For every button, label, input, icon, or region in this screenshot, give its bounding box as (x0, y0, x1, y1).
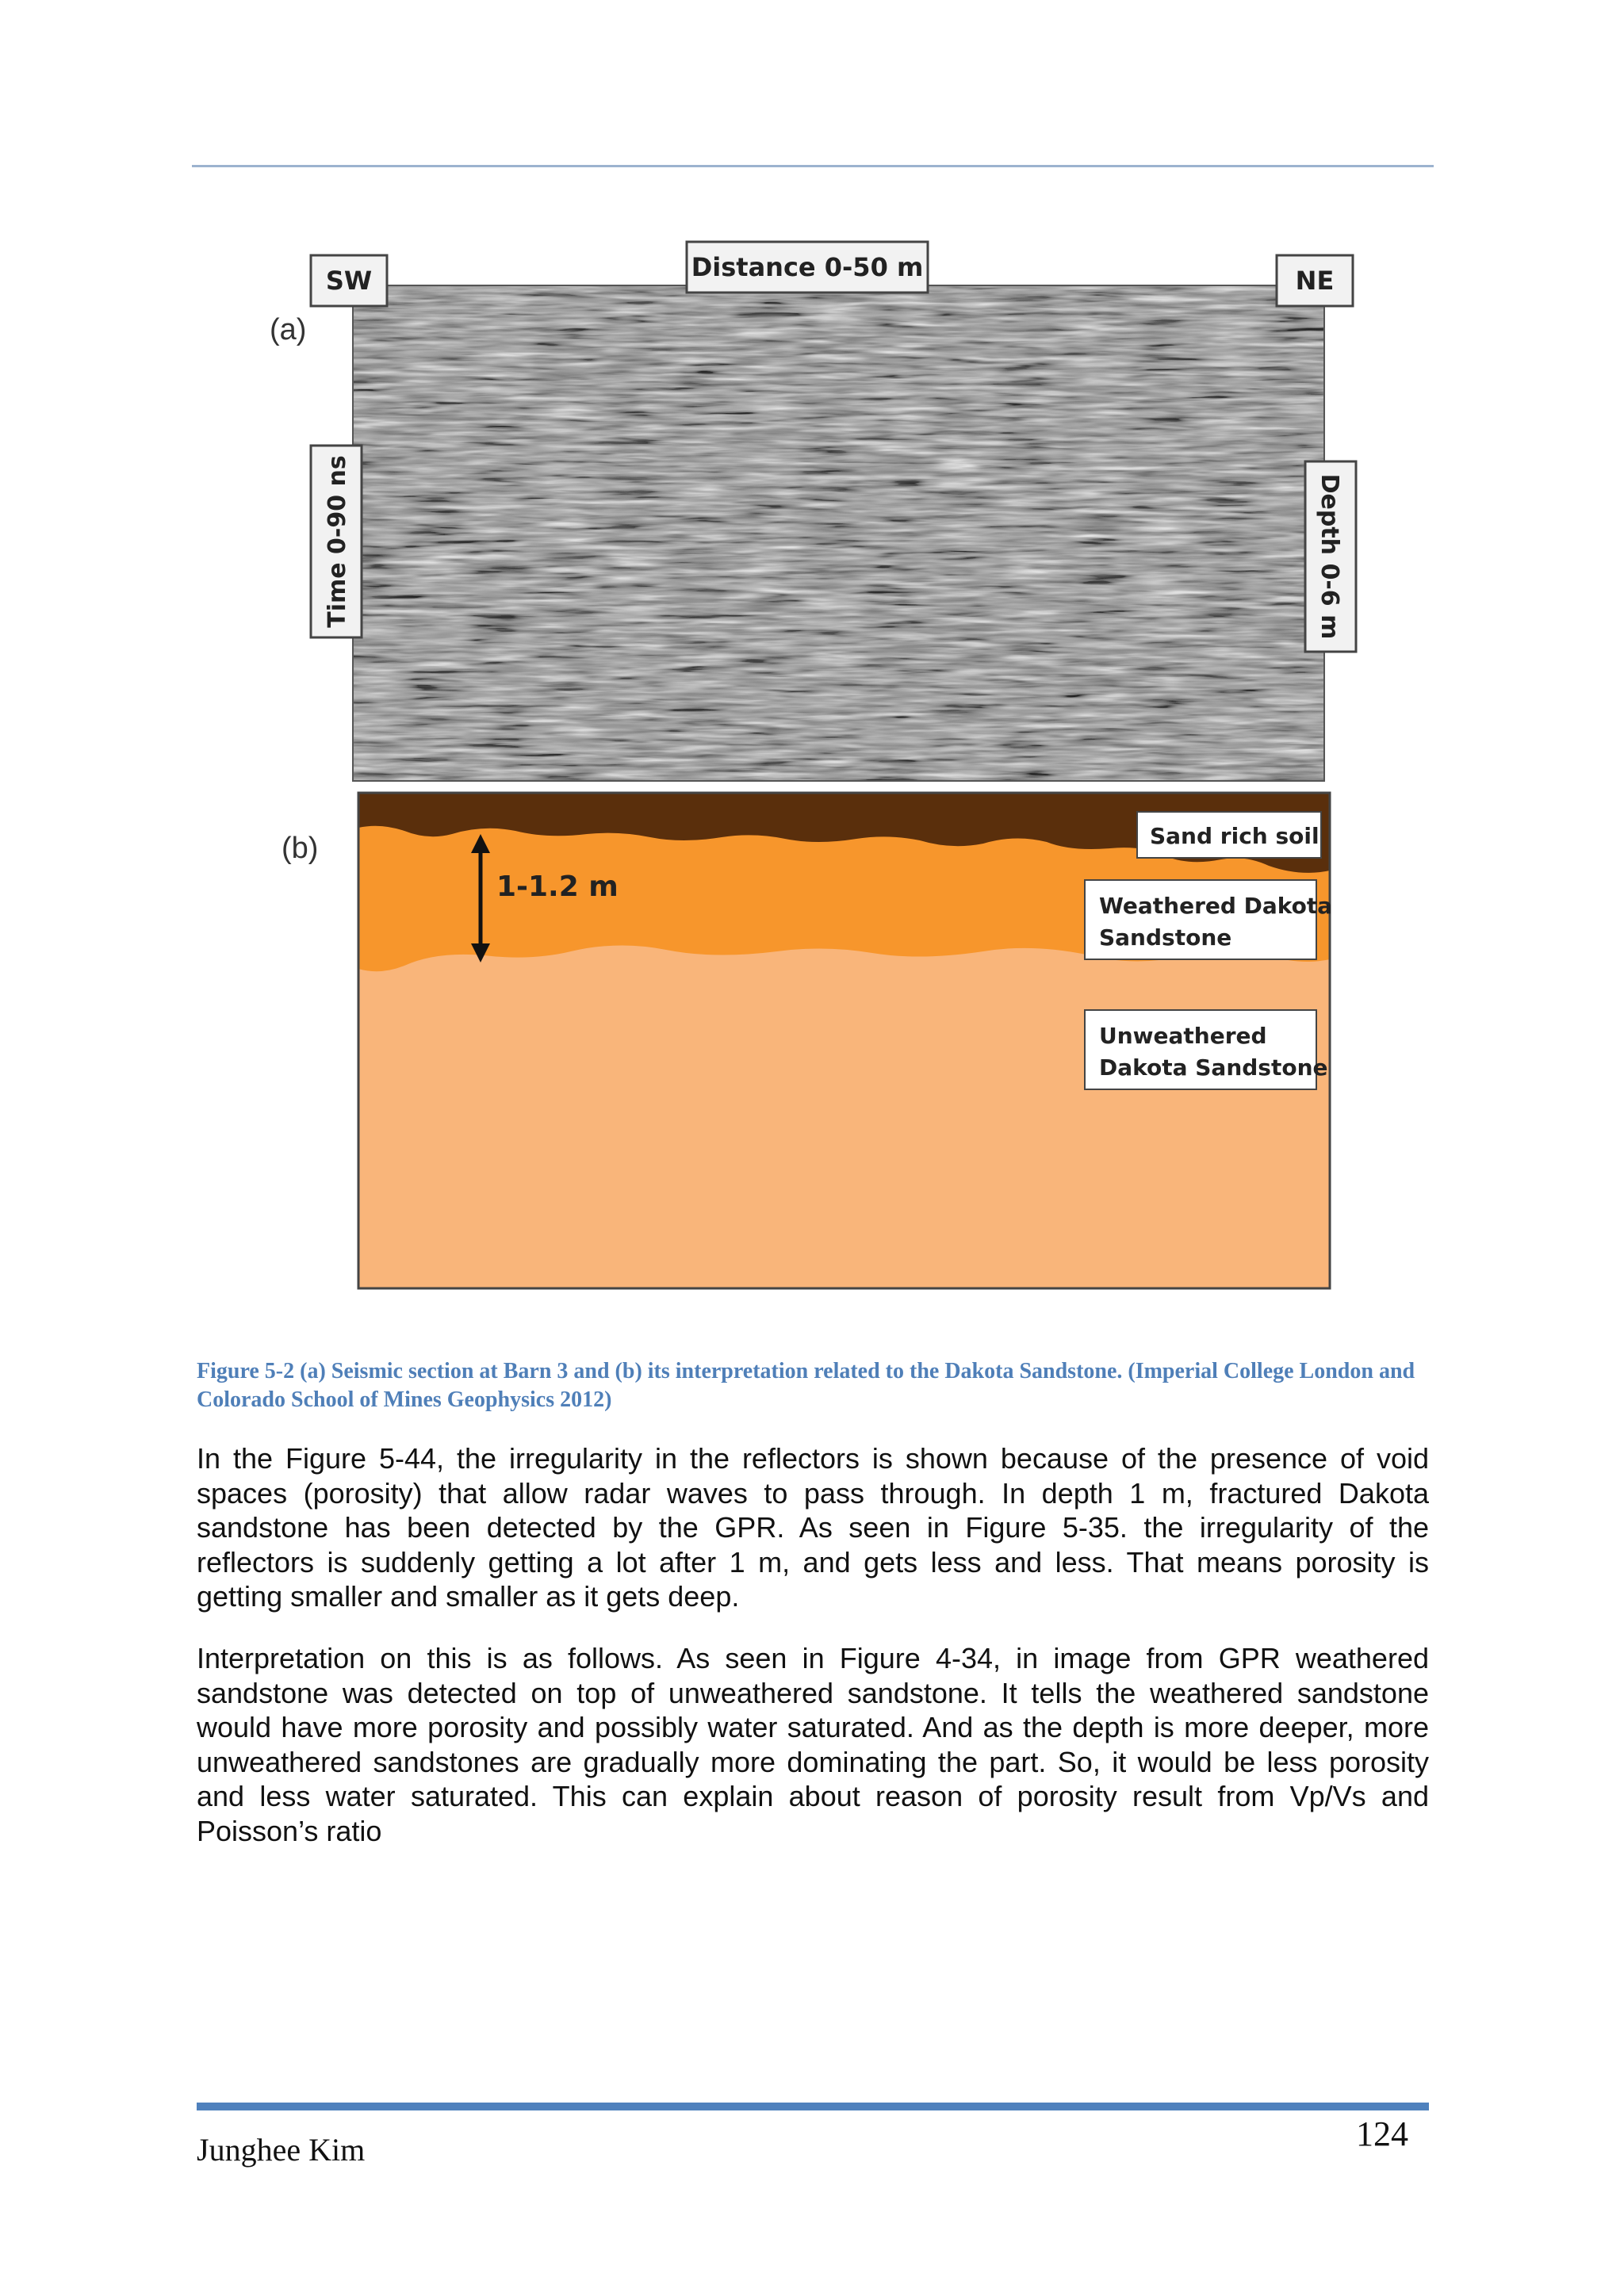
depth-label: Depth 0-6 m (1316, 473, 1343, 640)
figure-graphic (270, 238, 1364, 1300)
panel-b (282, 793, 1332, 1288)
legend-unweathered (1085, 1010, 1328, 1089)
page-number: 124 (1356, 2114, 1408, 2153)
sw-label: SW (325, 266, 373, 296)
panel-a (270, 242, 1356, 781)
ne-box (1277, 255, 1353, 306)
body-paragraph-2: Interpretation on this is as follows. As seen in Figure 4-34, in image from GPR weathered sandstone was detected on top of unweathered sandstone. It tells the weathered sandstone would have more porosity and possibly water saturated. And as the depth is more deeper, more unweathered sandstones are gradually more dominating the part. So, it would be less porosity and less water saturated. This can explain about reason of porosity result from Vp/Vs and Poisson’s ratio (197, 1642, 1429, 1847)
legend-unweathered-line1: Unweathered (1099, 1023, 1267, 1049)
legend-weathered-line2: Sandstone (1099, 924, 1232, 951)
sw-box (311, 255, 387, 306)
footer-rule (197, 2103, 1429, 2110)
body-paragraph-1: In the Figure 5-44, the irregularity in the reflectors is shown because of the presence of void spaces (porosity) that allow radar waves to pass through. In depth 1 m, fractured Dakota sandstone has been detected by the GPR. As seen in Figure 5-35. the irregularity of the reflectors is suddenly getting a lot after 1 m, and gets less and less. That means porosity is getting smaller and smaller as it gets deep. (197, 1442, 1429, 1613)
panel-b-label: (b) (282, 832, 319, 865)
legend-sand-rich-soil-label: Sand rich soil (1150, 823, 1320, 849)
header-rule (192, 165, 1434, 167)
distance-box (687, 242, 928, 293)
figure-5-2 (270, 238, 1364, 1300)
distance-label: Distance 0-50 m (691, 252, 924, 282)
legend-unweathered-line2: Dakota Sandstone (1099, 1054, 1328, 1081)
legend-sand-rich-soil (1137, 812, 1321, 858)
thickness-label: 1-1.2 m (496, 871, 619, 903)
panel-a-label: (a) (270, 313, 307, 346)
footer-author: Junghee Kim (197, 2132, 366, 2168)
legend-weathered (1085, 880, 1332, 959)
legend-weathered-line1: Weathered Dakota (1099, 893, 1333, 919)
figure-caption: Figure 5-2 (a) Seismic section at Barn 3 and (b) its interpretation related to the Dakota Sandstone. (Imperial College London and Colorado School of Mines Geophysics 2012) (197, 1359, 1415, 1412)
time-label: Time 0-90 ns (324, 455, 351, 628)
depth-box (1305, 461, 1356, 652)
time-box (311, 446, 362, 637)
ne-label: NE (1295, 266, 1335, 296)
seismic-section-texture (353, 285, 1324, 781)
